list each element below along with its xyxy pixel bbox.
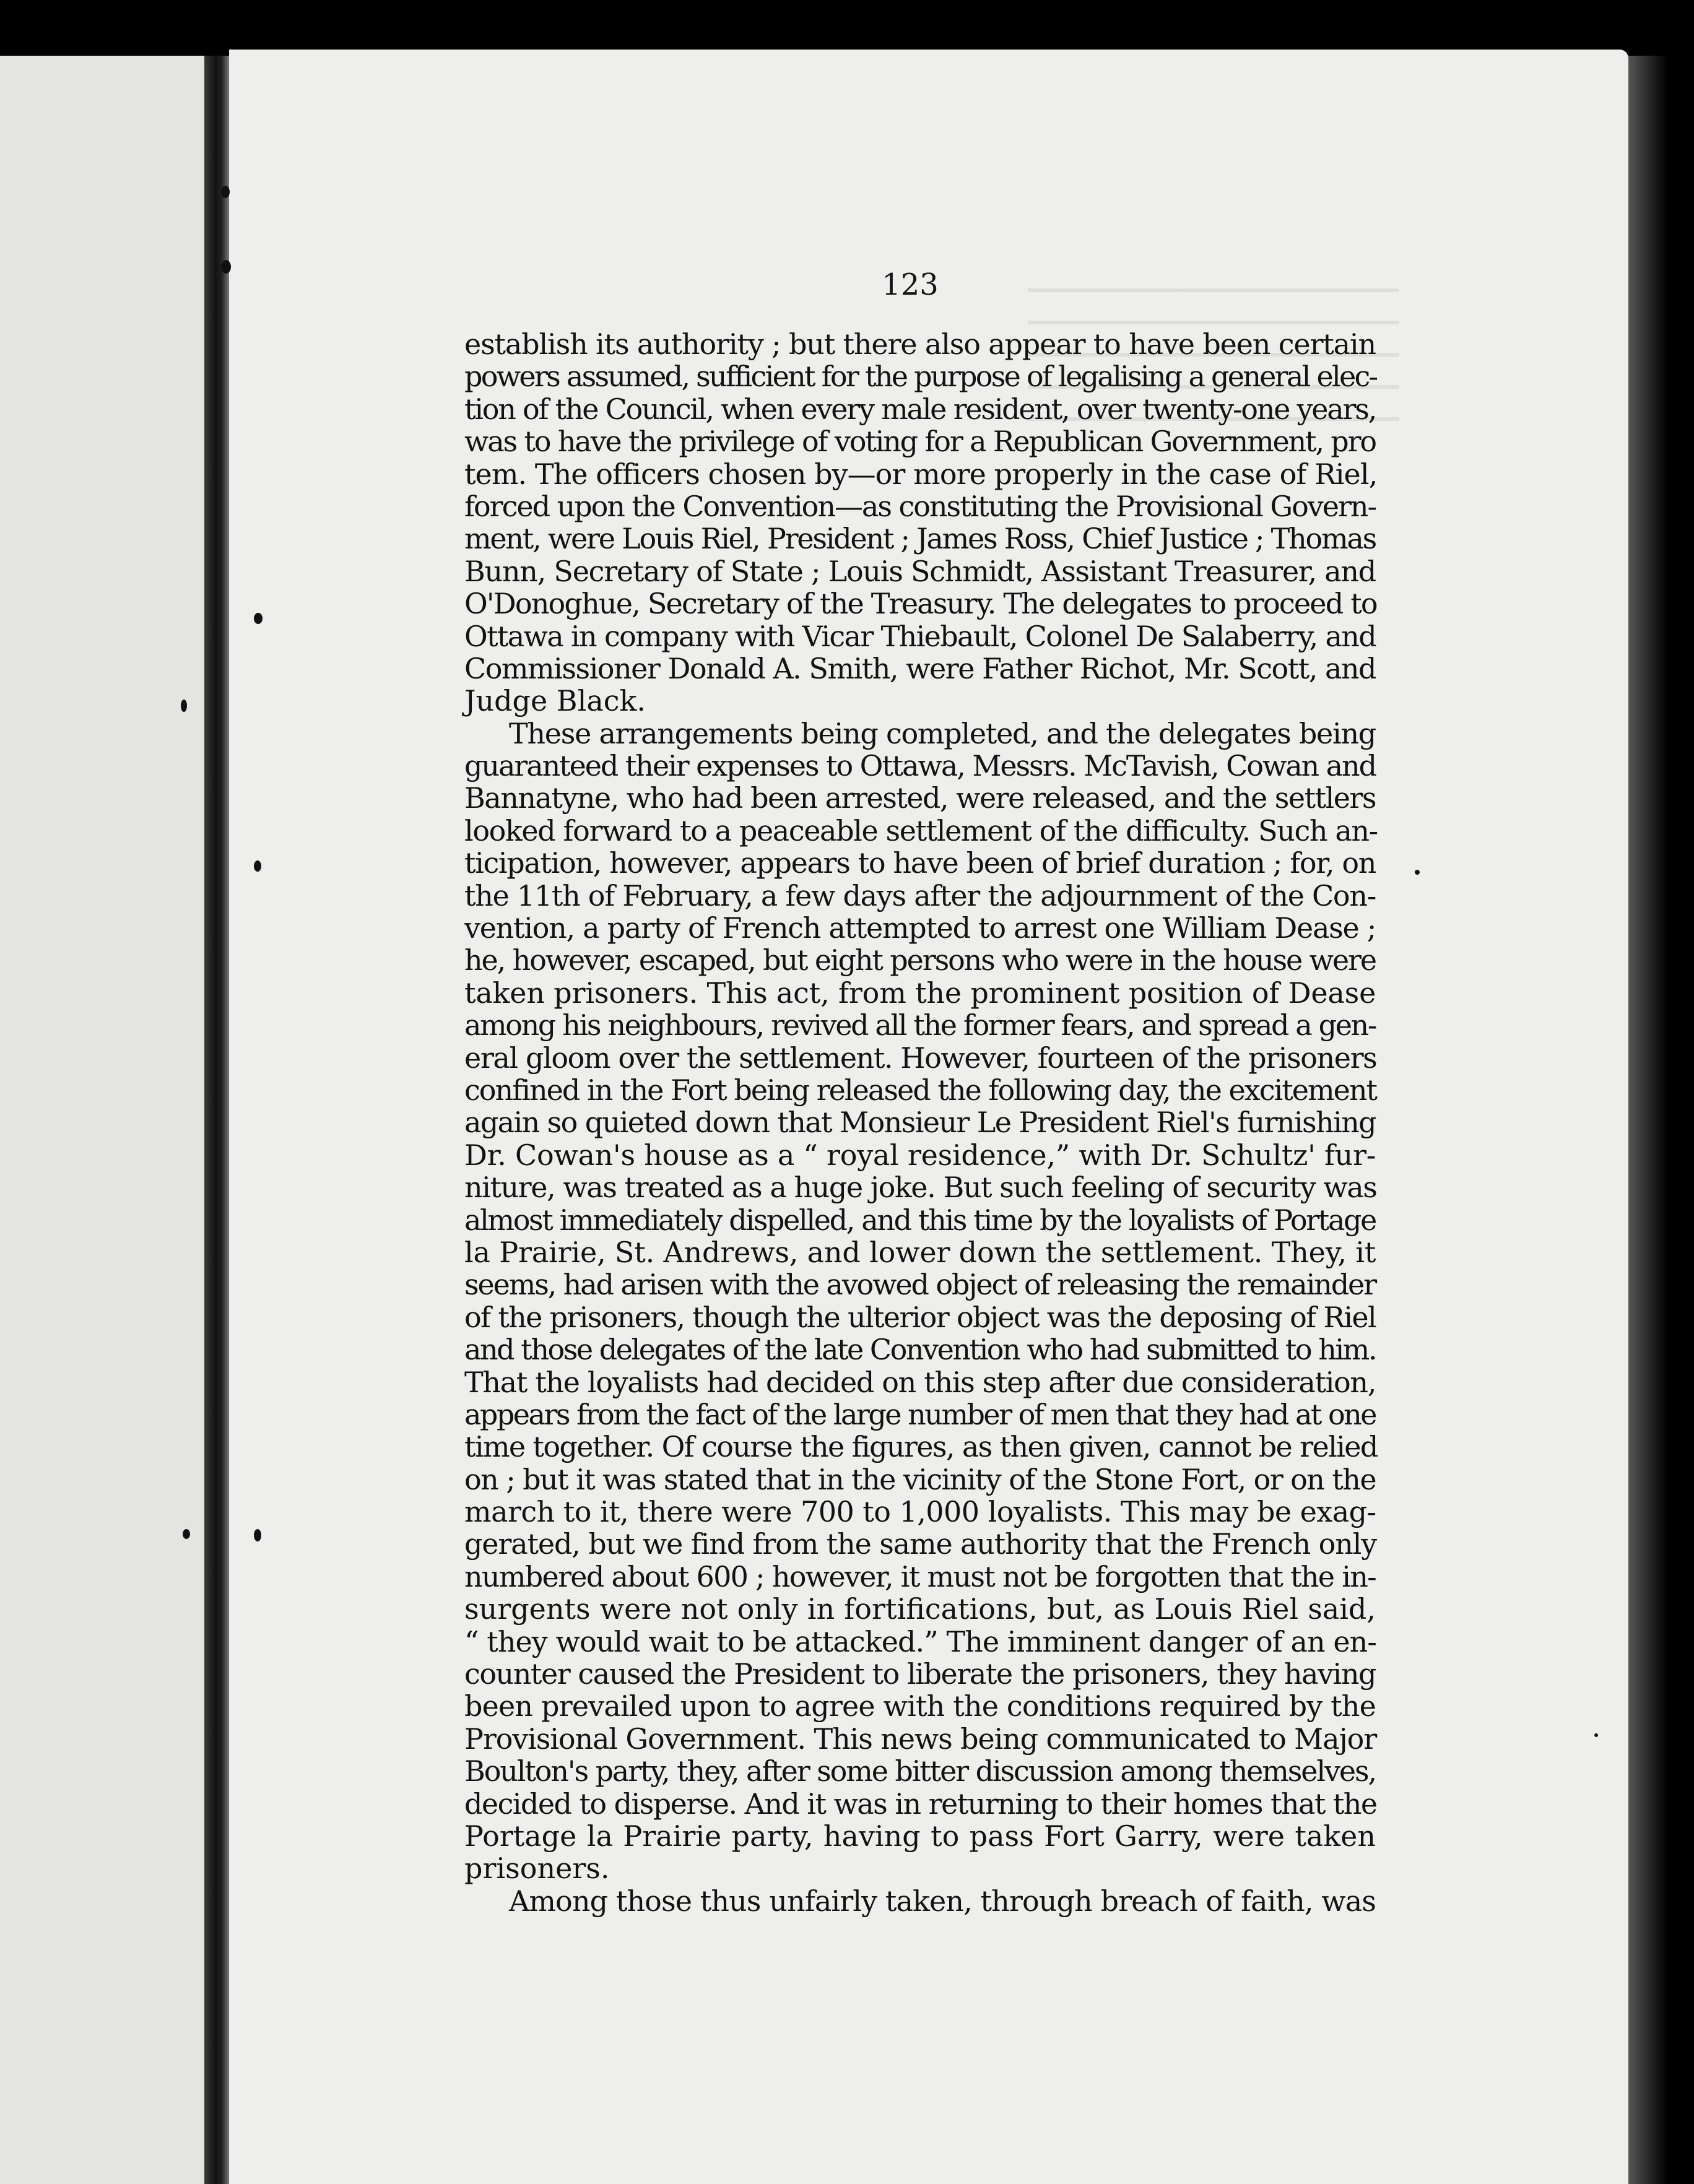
text-line: the 11th of February, a few days after the adjournment of the Con- — [464, 878, 1376, 912]
text-line: Commissioner Donald A. Smith, were Father Richot, Mr. Scott, and — [464, 651, 1376, 685]
binding-mark — [1415, 870, 1420, 875]
paragraph — [464, 717, 1376, 1885]
text-line: Bannatyne, who had been arrested, were released, and the settlers — [464, 781, 1376, 815]
adjacent-page-edge — [0, 56, 217, 2184]
text-line: tem. The officers chosen by—or more properly in the case of Riel, — [464, 457, 1378, 491]
binding-mark — [1594, 1733, 1598, 1737]
text-line: Judge Black. — [464, 684, 646, 718]
binding-mark — [183, 1529, 190, 1539]
text-line: counter caused the President to liberate the prisoners, they having — [464, 1657, 1376, 1691]
text-line: eral gloom over the settlement. However, fourteen of the prisoners — [464, 1041, 1377, 1075]
binding-mark — [221, 186, 230, 198]
text-line: tion of the Council, when every male resident, over twenty-one years, — [464, 392, 1376, 426]
text-line: Portage la Prairie party, having to pass Fort Garry, were taken — [464, 1819, 1376, 1853]
body-text — [464, 328, 1376, 1917]
text-line: of the prisoners, though the ulterior object was the deposing of Riel — [464, 1300, 1376, 1334]
text-line: Ottawa in company with Vicar Thiebault, Colonel De Salaberry, and — [464, 619, 1376, 653]
text-line: was to have the privilege of voting for a Republican Government, pro — [464, 425, 1376, 459]
book-gutter — [204, 56, 229, 2184]
text-line: taken prisoners. This act, from the prominent position of Dease — [464, 976, 1376, 1010]
text-line: Dr. Cowan's house as a “ royal residence,” with Dr. Schultz' fur- — [464, 1138, 1376, 1172]
text-line: niture, was treated as a huge joke. But such feeling of security was — [464, 1171, 1377, 1205]
text-line: seems, had arisen with the avowed object of releasing the remainder — [464, 1268, 1376, 1302]
binding-mark — [181, 700, 187, 712]
text-line: Boulton's party, they, after some bitter discussion among themselves, — [464, 1754, 1376, 1788]
page-number: 123 — [882, 267, 939, 302]
text-line: confined in the Fort being released the following day, the excitement — [464, 1073, 1377, 1107]
text-line: ticipation, however, appears to have been of brief duration ; for, on — [464, 846, 1376, 880]
text-line: forced upon the Convention—as constituting the Provisional Govern- — [464, 489, 1376, 523]
scan-border — [1628, 56, 1694, 2184]
binding-mark — [254, 1529, 261, 1541]
text-line: decided to disperse. And it was in returning to their homes that the — [464, 1787, 1377, 1821]
text-line: appears from the fact of the large number of men that they had at one — [464, 1397, 1376, 1431]
text-line: gerated, but we find from the same authority that the French only — [464, 1527, 1377, 1561]
text-line: on ; but it was stated that in the vicinity of the Stone Fort, or on the — [464, 1462, 1376, 1496]
text-line: time together. Of course the figures, as then given, cannot be relied — [464, 1430, 1378, 1464]
text-line: That the loyalists had decided on this step after due consideration, — [464, 1365, 1376, 1399]
text-line: guaranteed their expenses to Ottawa, Messrs. McTavish, Cowan and — [464, 749, 1376, 783]
text-line: powers assumed, sufficient for the purpose of legalising a general elec- — [464, 360, 1377, 394]
text-line: march to it, there were 700 to 1,000 loyalists. This may be exag- — [464, 1495, 1376, 1529]
text-line: been prevailed upon to agree with the conditions required by the — [464, 1689, 1376, 1723]
text-line: Provisional Government. This news being communicated to Major — [464, 1722, 1377, 1756]
paragraph — [464, 1885, 1376, 1917]
text-line: vention, a party of French attempted to arrest one William Dease ; — [464, 911, 1376, 945]
text-line: O'Donoghue, Secretary of the Treasury. The delegates to proceed to — [464, 587, 1377, 621]
text-line: and those delegates of the late Convention who had submitted to him. — [464, 1333, 1376, 1367]
text-line: Bunn, Secretary of State ; Louis Schmidt, Assistant Treasurer, and — [464, 554, 1376, 588]
text-line: he, however, escaped, but eight persons who were in the house were — [464, 943, 1376, 977]
text-line: la Prairie, St. Andrews, and lower down the settlement. They, it — [464, 1235, 1376, 1269]
text-line: Among those thus unfairly taken, through breach of faith, was — [509, 1884, 1376, 1918]
text-line: prisoners. — [464, 1852, 610, 1886]
binding-mark — [254, 860, 261, 872]
binding-mark — [254, 613, 263, 624]
text-line: ment, were Louis Riel, President ; James Ross, Chief Justice ; Thomas — [464, 522, 1376, 556]
text-line: “ they would wait to be attacked.” The imminent danger of an en- — [464, 1624, 1376, 1658]
text-line: again so quieted down that Monsieur Le President Riel's furnishing — [464, 1106, 1376, 1140]
text-line: establish its authority ; but there also appear to have been certain — [464, 327, 1376, 361]
text-line: almost immediately dispelled, and this time by the loyalists of Portage — [464, 1203, 1376, 1237]
text-line: looked forward to a peaceable settlement of the difficulty. Such an- — [464, 813, 1378, 847]
text-line: among his neighbours, revived all the former fears, and spread a gen- — [464, 1008, 1376, 1042]
text-line: surgents were not only in fortifications, but, as Louis Riel said, — [464, 1592, 1376, 1626]
text-line: numbered about 600 ; however, it must not be forgotten that the in- — [464, 1559, 1376, 1593]
binding-mark — [221, 260, 231, 274]
text-line: These arrangements being completed, and the delegates being — [509, 716, 1376, 750]
paragraph — [464, 328, 1376, 717]
